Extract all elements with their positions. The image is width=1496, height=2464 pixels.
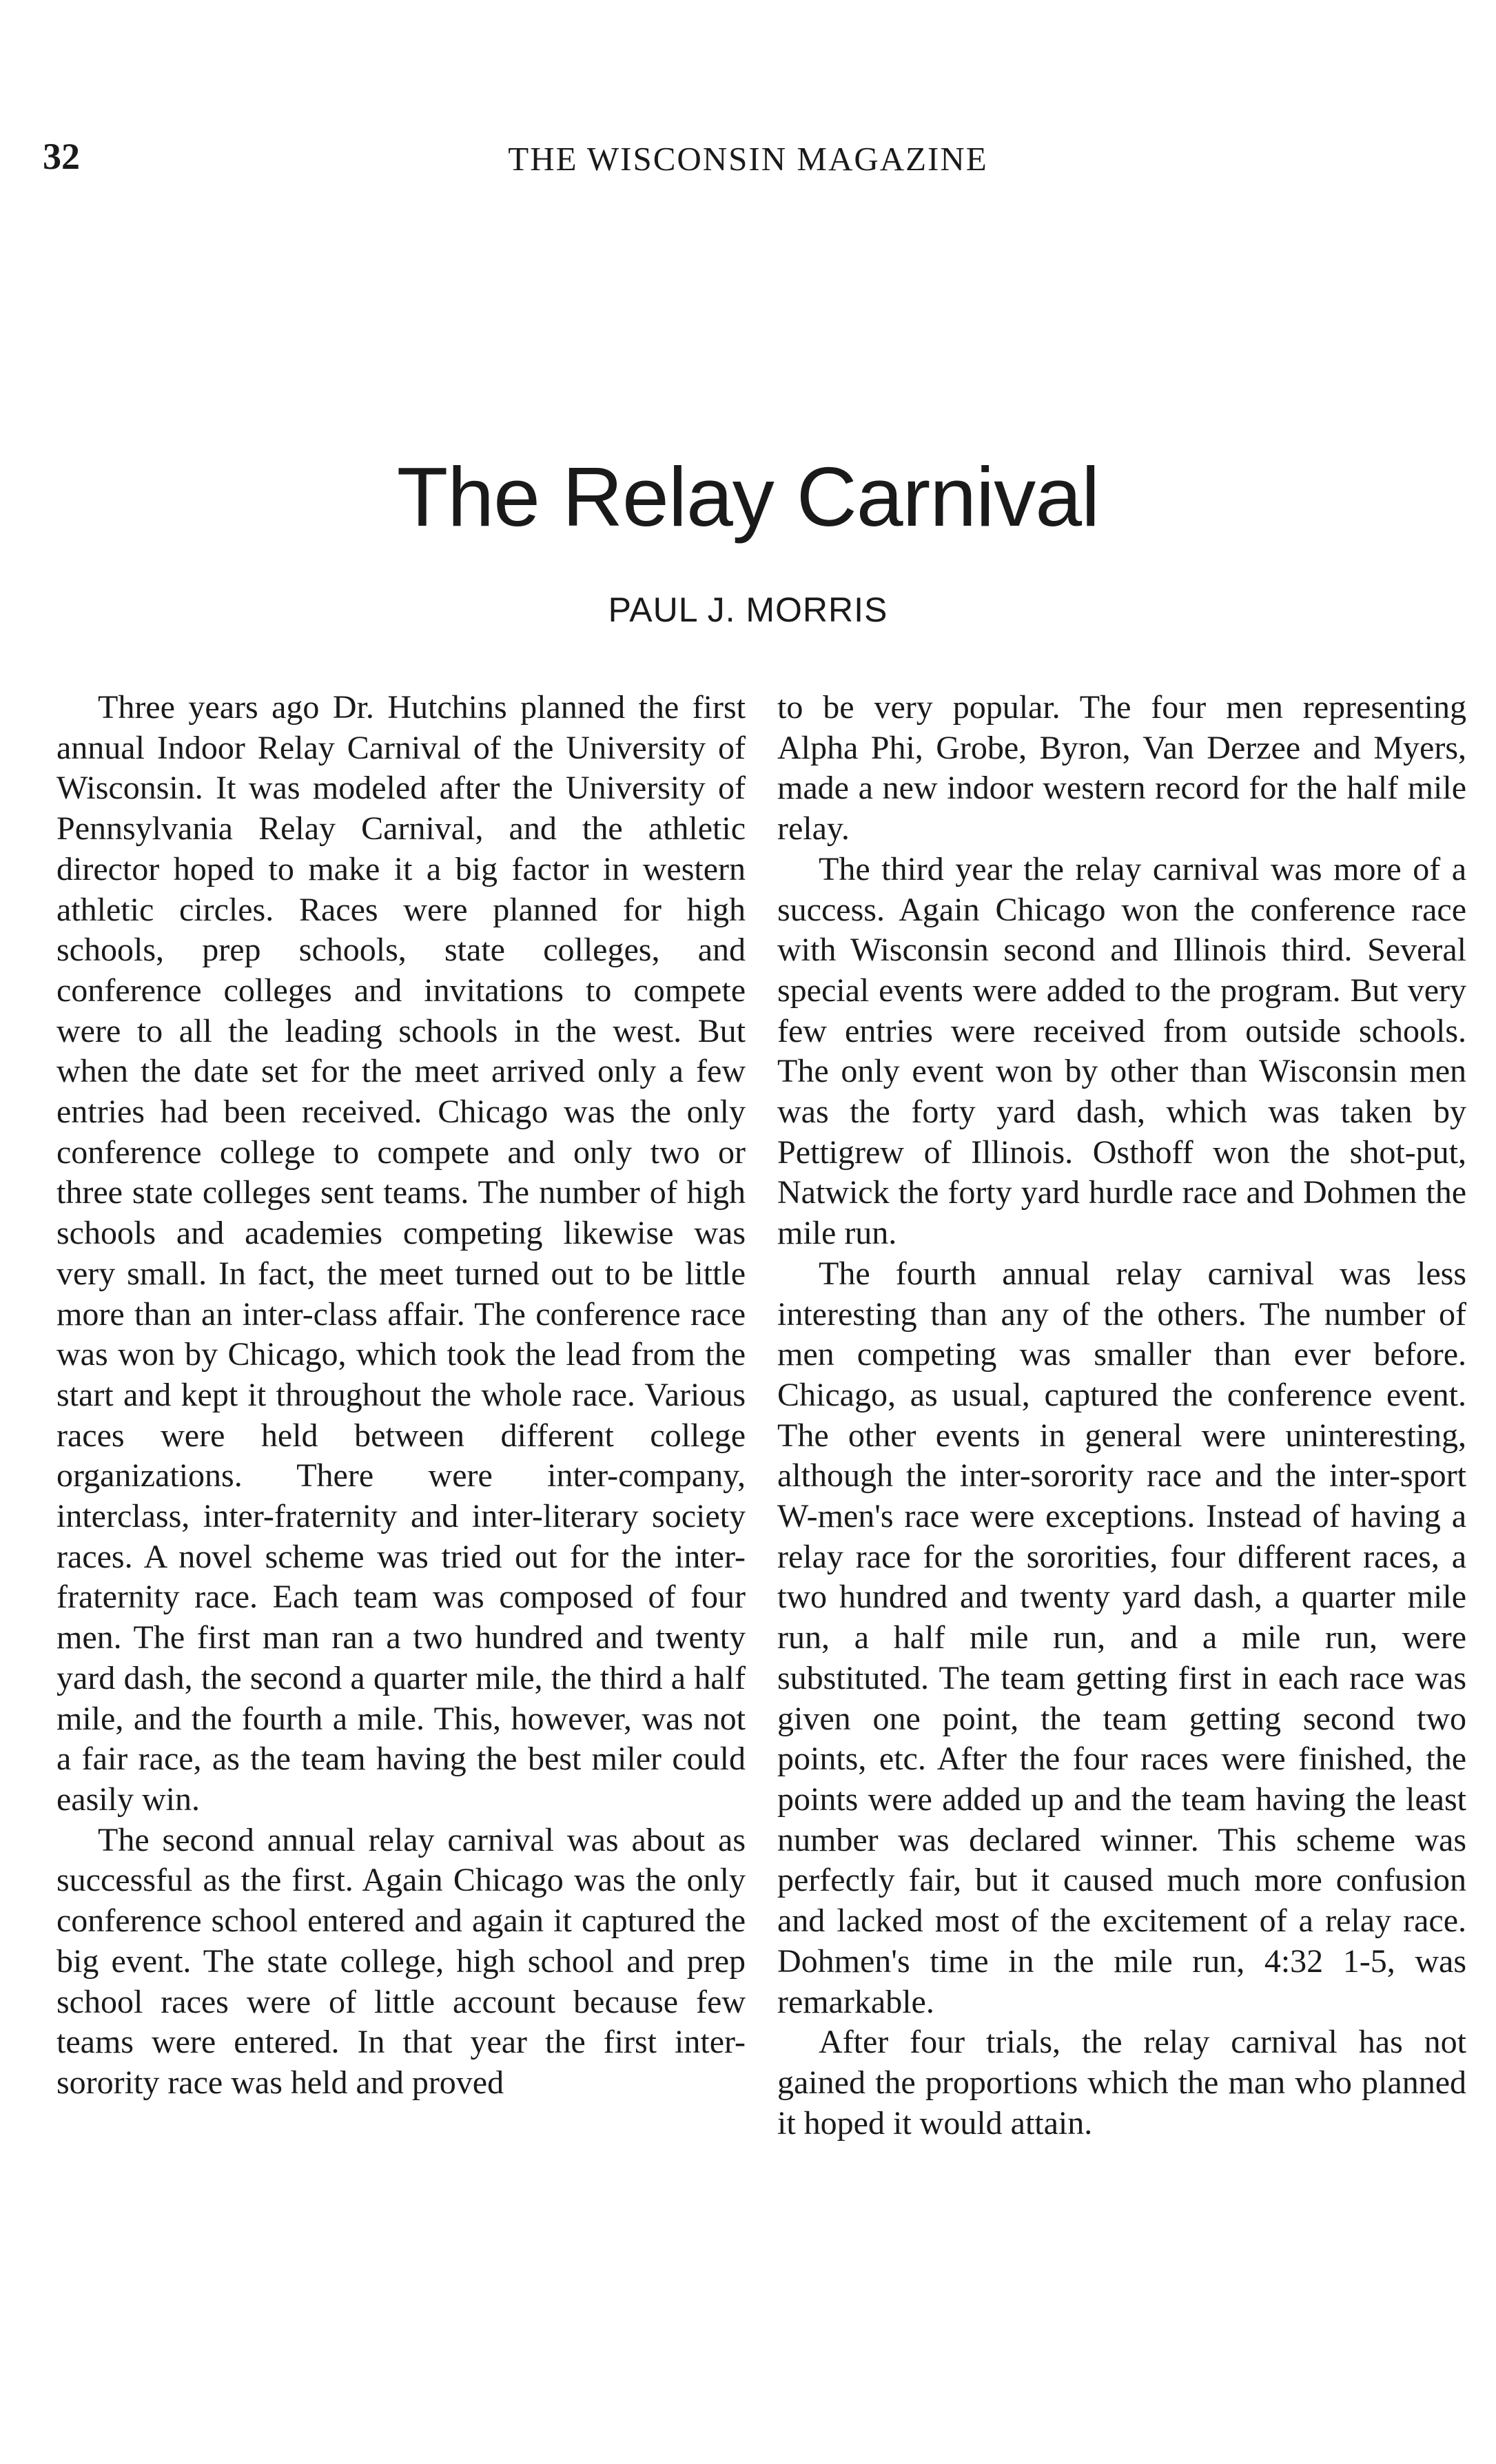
paragraph: The second annual relay carnival was about as successful as the first. Again Chicago was the only conference school entered and again it captured the big event. The state college, high school and prep school races were of little account because few teams were entered. In that year the first inter-sorority race was held and proved	[57, 1821, 746, 2101]
paragraph-continued: to be very popular. The four men representing Alpha Phi, Grobe, Byron, Van Derzee and Myers, made a new indoor western record for the half mile relay.	[777, 689, 1466, 848]
paragraph: The fourth annual relay carnival was less interesting than any of the others. The number of men competing was smaller than ever before. Chicago, as usual, captured the conference event. The other events in general were uninteresting, although the inter-sorority race and the inter-sport W-men's race were exceptions. Instead of having a relay race for the sororities, four different races, a two hundred and twenty yard dash, a quarter mile run, a half mile run, and a mile run, were substituted. The team getting first in each race was given one point, the team getting second two points, etc. After the four races were finished, the points were added up and the team having the least number was declared winner. This scheme was perfectly fair, but it caused much more confusion and lacked most of the excitement of a relay race. Dohmen's time in the mile run, 4:32 1-5, was remarkable.	[777, 1255, 1466, 2020]
article-byline: PAUL J. MORRIS	[608, 591, 888, 629]
paragraph: The third year the relay carnival was more of a success. Again Chicago won the conference race with Wisconsin second and Illinois third. Several special events were added to the program. But very few entries were received from outside schools. The only event won by other than Wisconsin men was the forty yard dash, which was taken by Pettigrew of Illinois. Osthoff won the shot-put, Natwick the forty yard hurdle race and Dohmen the mile run.	[777, 850, 1466, 1252]
article-title: The Relay Carnival	[396, 450, 1100, 544]
paragraph: After four trials, the relay carnival has not gained the proportions which the man who planned it hoped it would attain.	[777, 2024, 1466, 2142]
right-column	[777, 688, 1466, 2144]
page-number: 32	[43, 136, 80, 177]
running-head: THE WISCONSIN MAGAZINE	[508, 140, 988, 178]
left-column	[57, 688, 746, 2104]
paragraph: Three years ago Dr. Hutchins planned the first annual Indoor Relay Carnival of the University of Wisconsin. It was modeled after the University of Pennsylvania Relay Carnival, and the athletic director hoped to make it a big factor in western athletic circles. Races were planned for high schools, prep schools, state colleges, and conference colleges and invitations to compete were to all the leading schools in the west. But when the date set for the meet arrived only a few entries had been received. Chicago was the only conference college to compete and only two or three state colleges sent teams. The number of high schools and academies competing likewise was very small. In fact, the meet turned out to be little more than an inter-class affair. The conference race was won by Chicago, which took the lead from the start and kept it throughout the whole race. Various races were held between different college organizations. There were inter-company, interclass, inter-fraternity and inter-literary society races. A novel scheme was tried out for the inter-fraternity race. Each team was composed of four men. The first man ran a two hundred and twenty yard dash, the second a quarter mile, the third a half mile, and the fourth a mile. This, however, was not a fair race, as the team having the best miler could easily win.	[57, 689, 746, 1818]
